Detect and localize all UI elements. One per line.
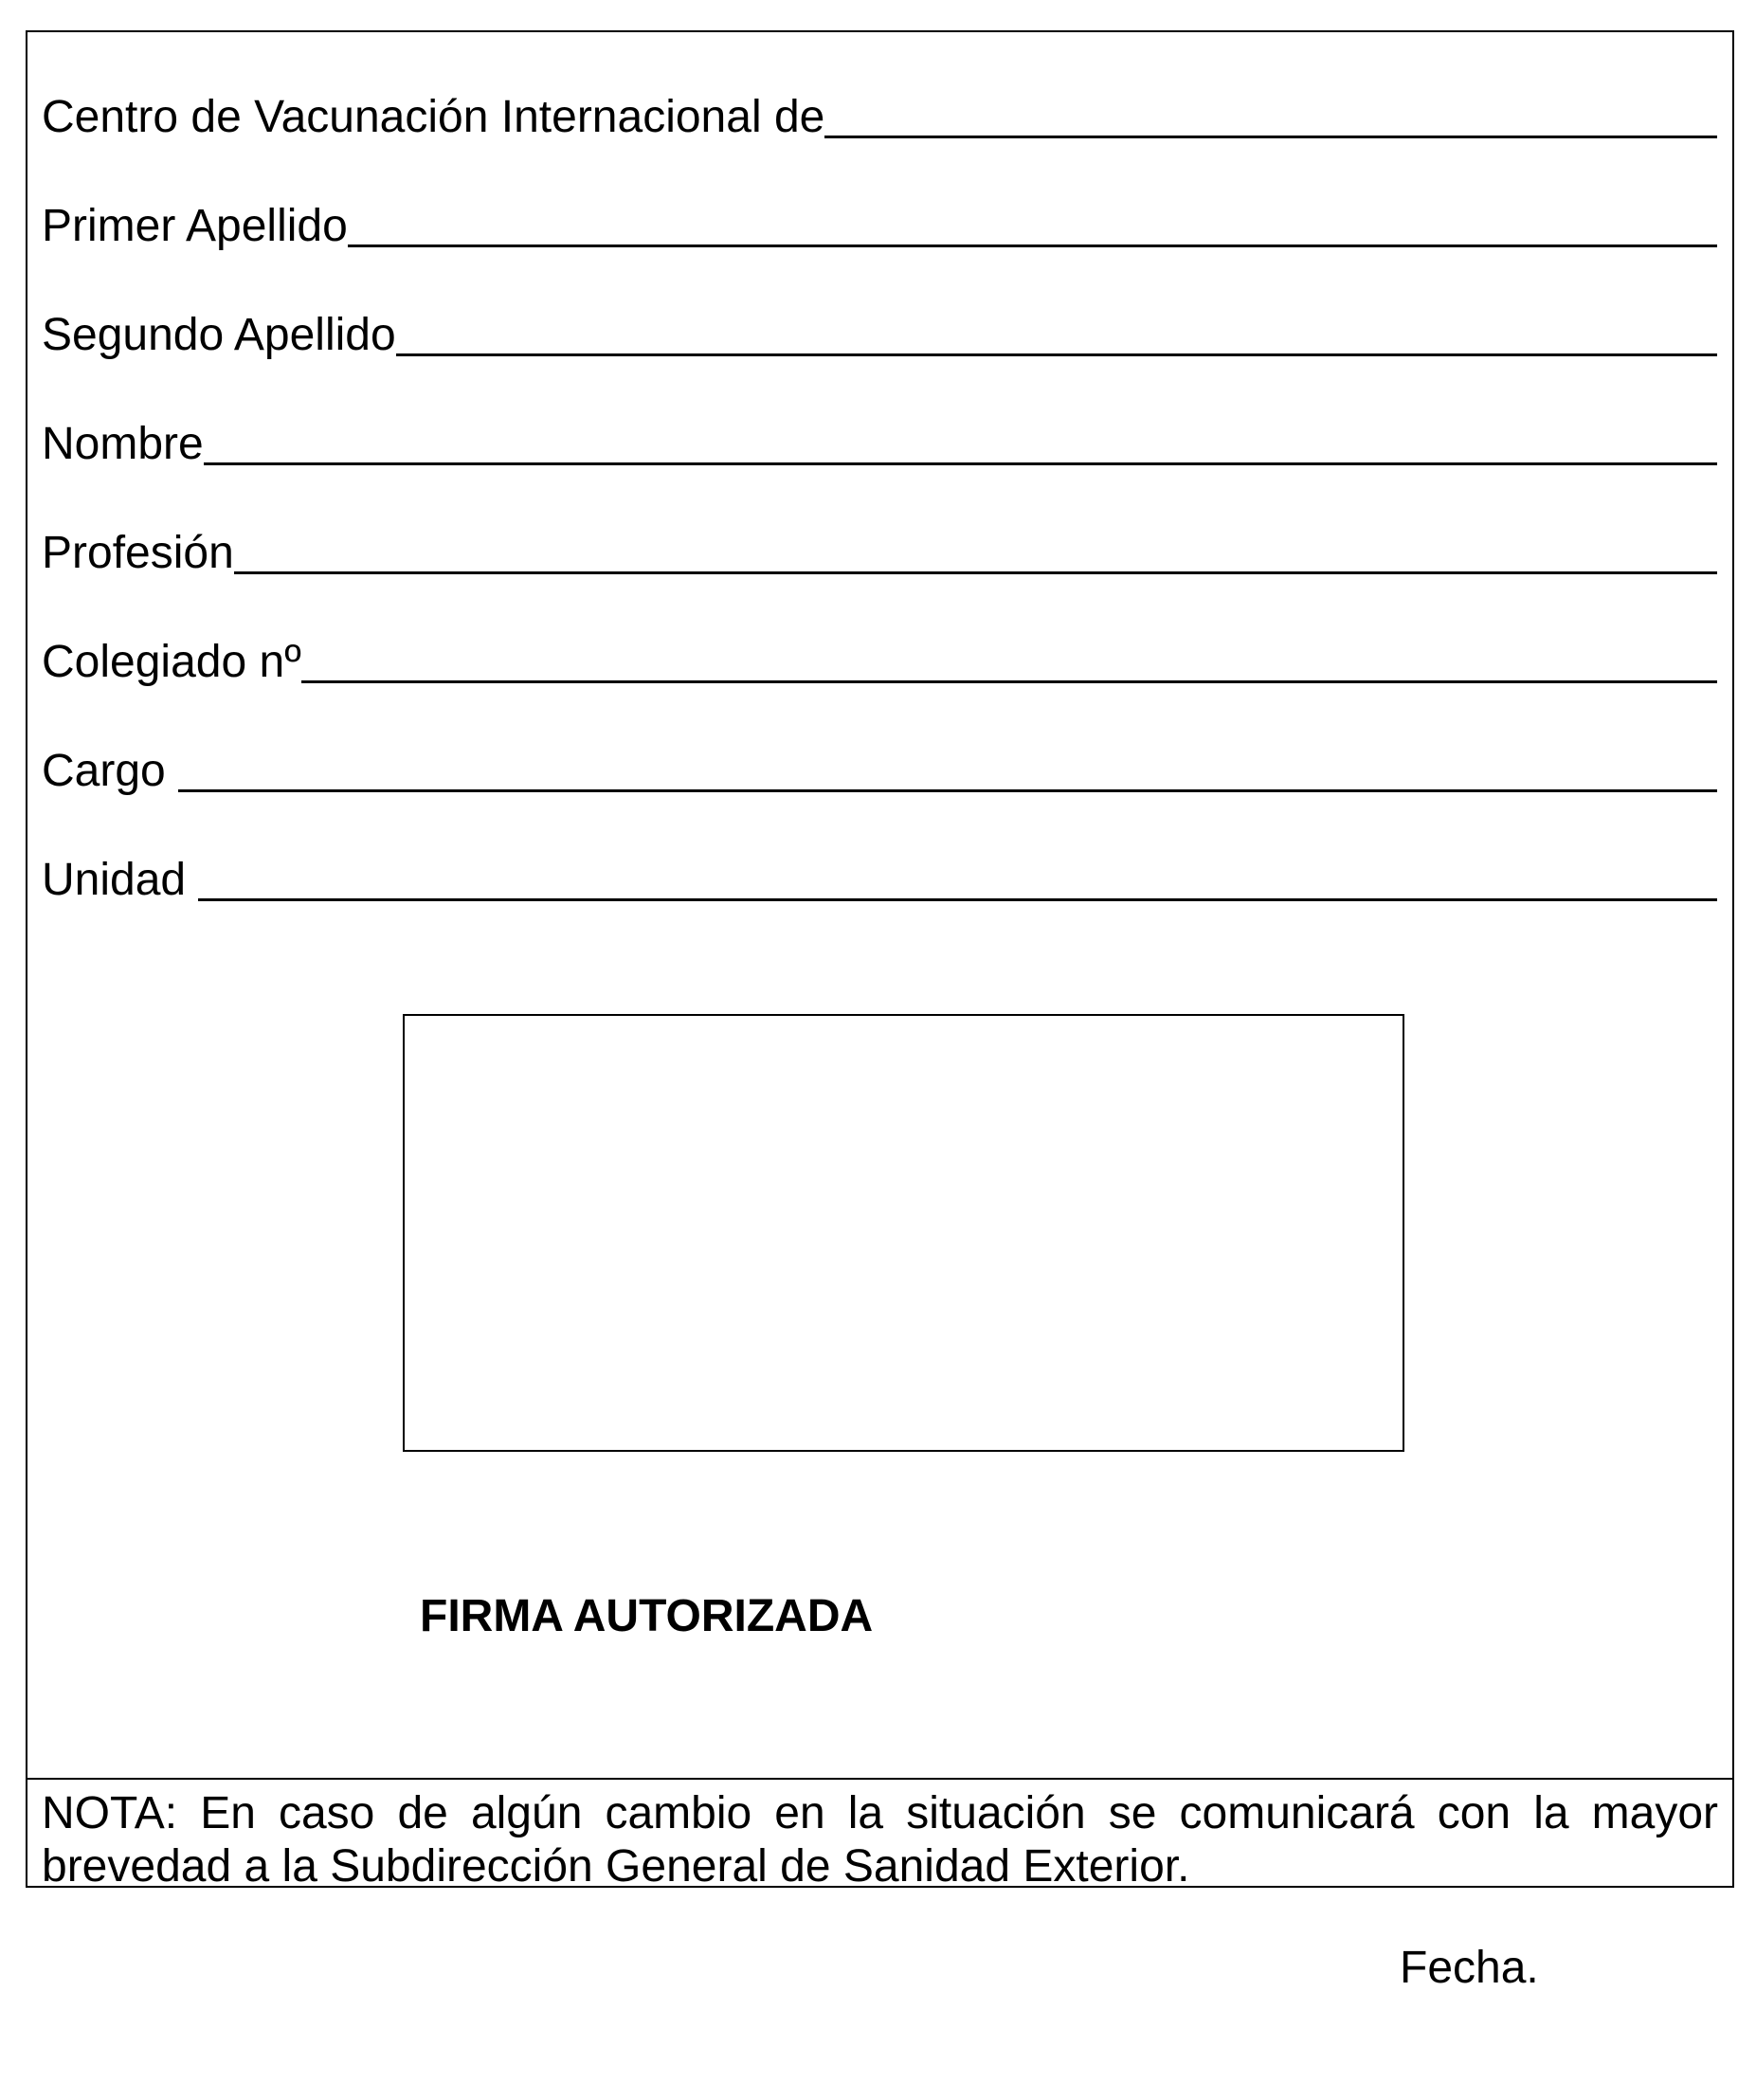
authorization-form (26, 30, 1734, 1892)
unit-input-line[interactable] (198, 857, 1717, 901)
field-label: Colegiado nº (42, 637, 301, 687)
name-input-line[interactable] (204, 421, 1717, 465)
date-label: Fecha. (1400, 1943, 1539, 1993)
note-text: NOTA: En caso de algún cambio en la situación se comunicará con la mayor brevedad a la Subdirección General de Sanidad Exterior. (42, 1788, 1718, 1892)
form-fields (42, 87, 1717, 907)
signature-caption: FIRMA AUTORIZADA (420, 1591, 874, 1641)
field-name (42, 362, 1717, 471)
first-surname-input-line[interactable] (348, 203, 1717, 247)
field-position (42, 689, 1717, 798)
field-unit (42, 798, 1717, 907)
position-input-line[interactable] (178, 748, 1717, 792)
field-label: Profesión (42, 528, 234, 578)
registration-number-input-line[interactable] (301, 639, 1717, 683)
field-label: Nombre (42, 419, 204, 469)
field-registration-number (42, 580, 1717, 689)
field-label: Cargo (42, 746, 179, 796)
profession-input-line[interactable] (234, 530, 1717, 574)
field-vaccination-center (42, 87, 1717, 144)
field-label: Primer Apellido (42, 201, 348, 251)
field-profession (42, 471, 1717, 580)
field-label: Unidad (42, 855, 199, 905)
field-label: Segundo Apellido (42, 310, 396, 360)
signature-box[interactable] (403, 1014, 1404, 1452)
vaccination-center-input-line[interactable] (824, 94, 1717, 138)
second-surname-input-line[interactable] (396, 312, 1717, 356)
field-second-surname (42, 253, 1717, 362)
note-box (27, 1778, 1732, 1892)
field-label: Centro de Vacunación Internacional de (42, 92, 825, 142)
field-first-surname (42, 144, 1717, 253)
